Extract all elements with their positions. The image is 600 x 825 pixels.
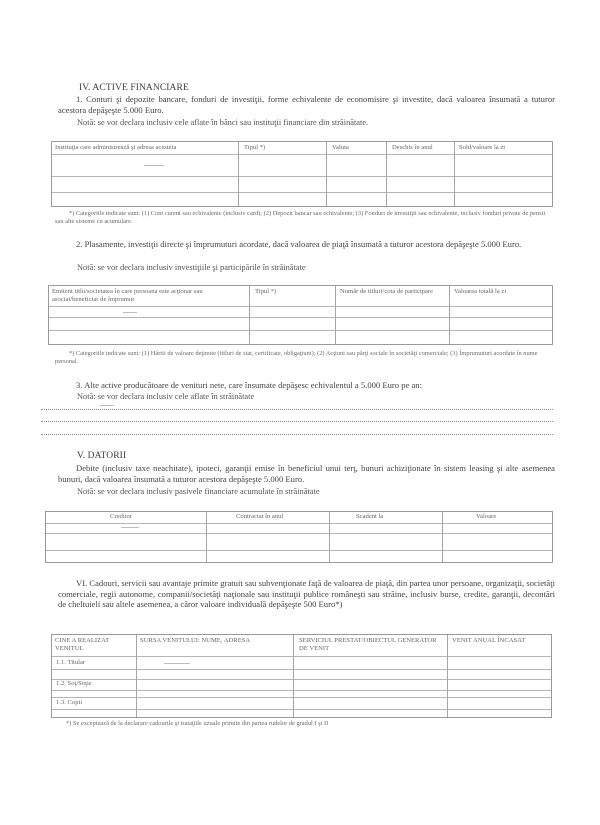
col-header-cine-a-realizat: CINE A REALIZAT VENITUL <box>55 637 110 652</box>
paragraph-plasamente: 2. Plasamente, investiţii directe şi împrumuturi acordate, dacă valoarea de piaţă însumată a tuturor acestora depăşeşte 5.000 Euro. <box>76 239 522 249</box>
cancel-mark <box>164 663 190 664</box>
col-header-tipul: Tipul *) <box>244 144 266 151</box>
paragraph-cadouri: VI. Cadouri, servicii sau avantaje primite gratuit sau subvenţionate faţă de valoarea de piaţă, din partea unor persoane, organizaţii, societăţi comerciale, regii autonome, companii/societăţi naţionale sau instituţii publice româneşti sau străine, inclusiv burse, credite, garanţii, decontări de cheltuieli sau altele asemenea, a căror valoare individuală depăşeşte 500 Euro*) <box>58 578 555 610</box>
note-datorii: Notă: se vor declara inclusiv pasivele financiare acumulate în străinătate <box>77 487 320 496</box>
footnote-categorii-conturi: *) Categoriile indicate sunt: (1) Cont curent sau echivalente (inclusiv card); (2) Depozit bancar sau echivalente; (3) Fonduri de investiţii sau echivalente, inclusiv fonduri private de pensii sau alte sisteme cu acumulare. <box>55 210 546 225</box>
cancel-mark <box>100 405 114 406</box>
col-header-tipul-2: Tipul *) <box>255 288 277 295</box>
section-title-datorii: V. DATORII <box>77 451 127 461</box>
paragraph-datorii: Debite (inclusiv taxe neachitate), ipoteci, garanţii emise în beneficiul unui terţ, bunuri achiziţionate în sistem leasing şi alte asemenea bunuri, dacă valoarea însumată a tuturor acestora depăşeşte 5.000 Euro. <box>58 463 555 484</box>
cancel-mark <box>123 312 137 313</box>
col-header-creditor: Creditor <box>110 513 132 520</box>
footnote-categorii-plasamente: *) Categoriile indicate sunt: (1) Hârtii de valoare deţinute (titluri de stat, certificate, obligaţiuni); (2) Acţiuni sau părţi sociale în societăţi comerciale; (3) Împrumuturi acordate în nume personal. <box>55 350 538 365</box>
col-header-scadent: Scadent la <box>356 513 384 520</box>
col-header-numar-titluri: Număr de titluri/cota de participare <box>340 288 434 295</box>
table-plasamente <box>48 285 553 345</box>
col-header-emitent: Emitent titlu/societatea în care persoana este acţionar sau asociat/beneficiar de împrumut <box>52 288 203 303</box>
paragraph-conturi-depozite: 1. Conturi şi depozite bancare, fonduri de investiţii, forme echivalente de economisire şi investite, dacă valoarea însumată a tuturor acestora depăşeşte 5.000 Euro. <box>58 94 555 115</box>
table-conturi <box>51 141 553 207</box>
col-header-valuta: Valuta <box>332 144 349 151</box>
col-header-sold: Sold/valoare la zi <box>459 144 506 151</box>
footnote-cadouri: *) Se exceptează de la declarare cadourile şi trataţiile uzuale primite din partea rudelor de gradul I şi II <box>66 720 329 727</box>
blank-line <box>41 434 553 435</box>
note-conturi: Notă: se vor declara inclusiv cele aflate în bănci sau instituţii financiare din străinătate. <box>77 118 369 127</box>
col-header-valoarea-totala: Valoarea totală la zi <box>454 288 507 295</box>
row-label-copii: 1.3. Copii <box>56 699 83 706</box>
col-header-deschis: Deschis în anul <box>392 144 433 151</box>
note-alte-active: Notă: se vor declara inclusiv cele aflate în străinătate <box>77 392 255 401</box>
blank-line <box>41 421 553 422</box>
col-header-sursa-venitului: SURSA VENITULUI: NUME, ADRESA <box>140 637 251 644</box>
col-header-serviciul-prestat: SERVICIUL PRESTAT/OBIECTUL GENERATOR DE VENIT <box>299 637 437 652</box>
cancel-mark <box>144 165 164 166</box>
cancel-mark <box>121 527 139 528</box>
col-header-contractat: Contractat în anul <box>236 513 284 520</box>
col-header-institutia: Instituţia care administrează şi adresa acesteia <box>55 144 177 151</box>
table-cadouri <box>51 634 552 718</box>
note-plasamente: Notă: se vor declara inclusiv investiţiile şi participările în străinătate <box>77 263 306 272</box>
col-header-valoare: Valoare <box>476 513 497 520</box>
table-datorii <box>45 511 553 563</box>
col-header-venit-anual: VENIT ANUAL ÎNCASAT <box>452 637 526 644</box>
blank-line <box>41 409 553 410</box>
row-label-sot-sotie: 1.2. Soţ/Soţie <box>56 680 92 687</box>
row-label-titular: 1.1. Titular <box>56 659 86 666</box>
paragraph-alte-active: 3. Alte active producătoare de venituri nete, care însumate depăşesc echivalentul a 5.000 Euro pe an: <box>76 380 422 390</box>
section-title-active-financiare: IV. ACTIVE FINANCIARE <box>79 83 189 93</box>
